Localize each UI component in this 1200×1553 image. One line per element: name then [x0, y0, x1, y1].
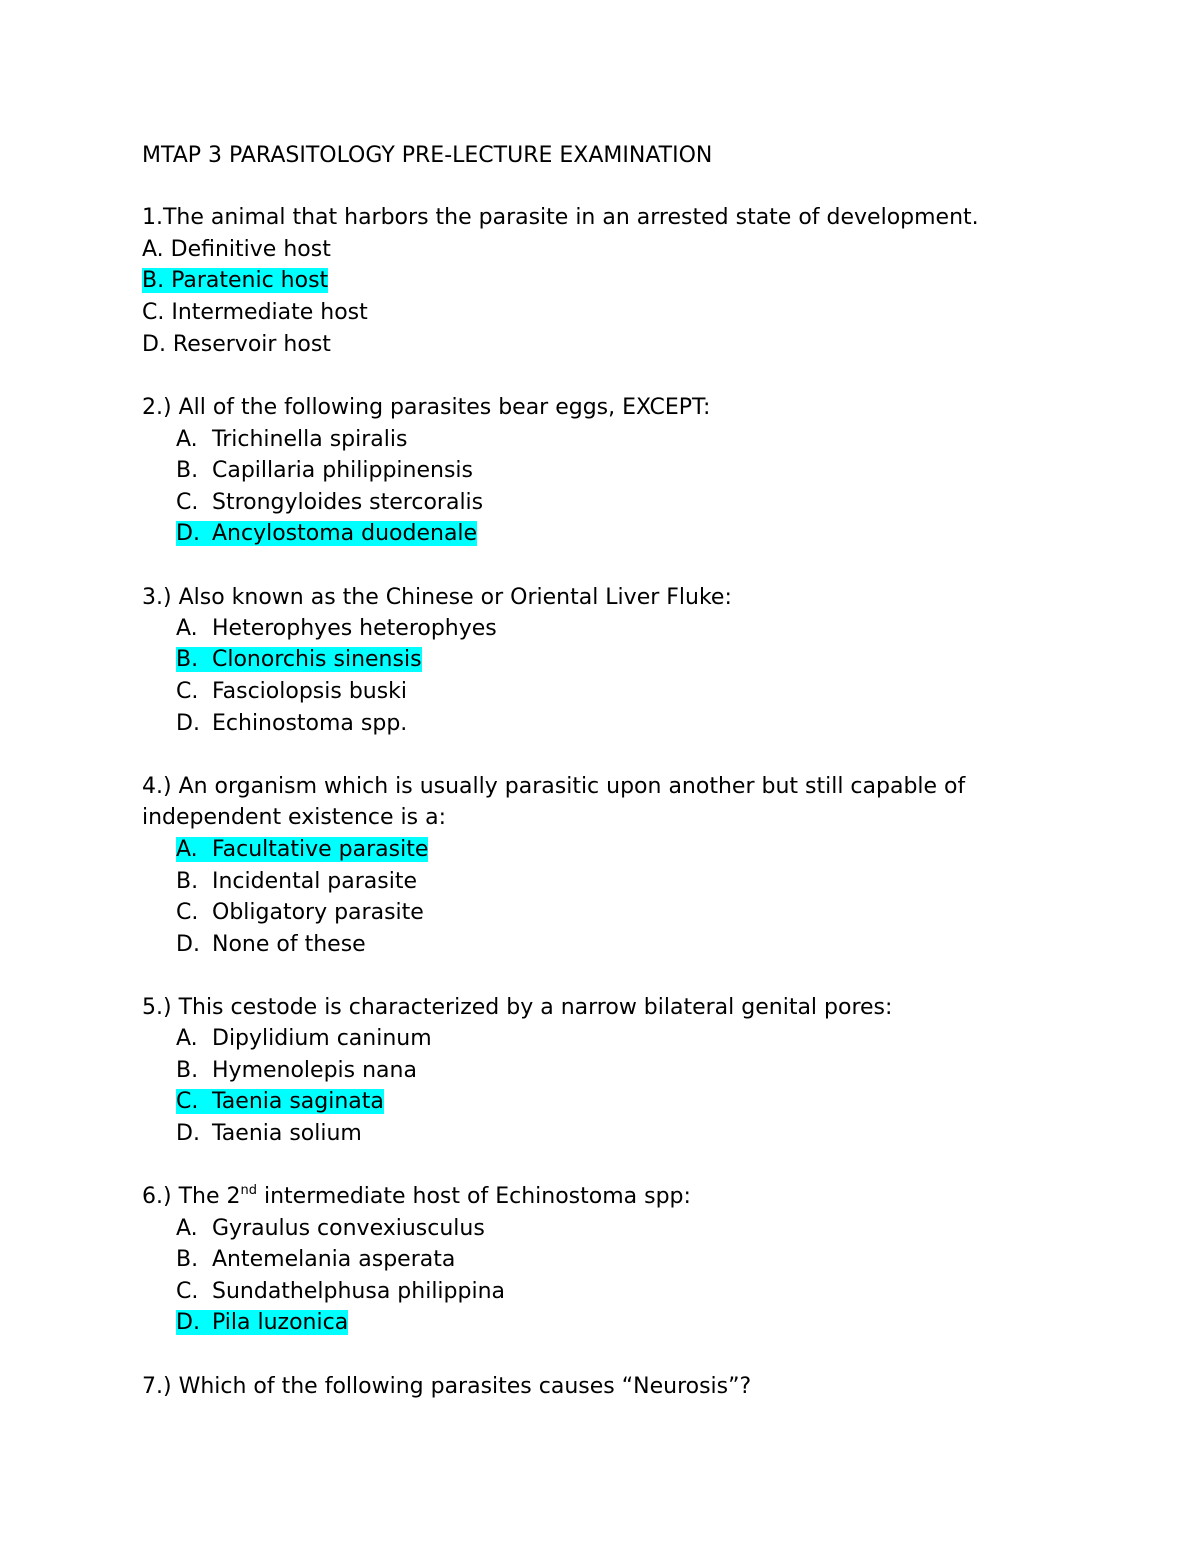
question-4-option-d [176, 932, 366, 958]
question-4-stem-line-2: independent existence is a: [142, 805, 446, 830]
question-6-option-d-answer [176, 1310, 348, 1336]
question-4-option-a-answer [176, 837, 428, 863]
option-letter: B. [176, 869, 199, 894]
option-text: Incidental parasite [212, 869, 418, 894]
option-text: Fasciolopsis buski [212, 679, 408, 704]
option-letter: A. [176, 1026, 198, 1051]
option-text: Ancylostoma duodenale [212, 521, 478, 546]
option-letter: A. [176, 616, 198, 641]
option-letter: C. [176, 490, 199, 515]
answer-highlight [176, 837, 428, 862]
option-letter: D. [176, 711, 200, 736]
question-3-option-c [176, 679, 407, 705]
question-1-option-a: A. Definitive host [142, 237, 331, 262]
question-6-option-a [176, 1216, 485, 1242]
option-letter: B. [176, 1247, 199, 1272]
option-text: Hymenolepis nana [212, 1058, 417, 1083]
option-text: None of these [212, 932, 366, 957]
option-letter: C. [176, 1089, 199, 1114]
option-letter: A. [176, 1216, 198, 1241]
option-text: Strongyloides stercoralis [212, 490, 484, 515]
stem-text: 6.) The 2 [142, 1184, 241, 1209]
question-6-option-c [176, 1279, 505, 1305]
option-text: Heterophyes heterophyes [212, 616, 497, 641]
option-text: Facultative parasite [212, 837, 429, 862]
question-6-stem [142, 1184, 691, 1210]
option-letter: D. [176, 1121, 200, 1146]
option-letter: D. [176, 521, 200, 546]
option-text: Taenia solium [212, 1121, 362, 1146]
document-title: MTAP 3 PARASITOLOGY PRE-LECTURE EXAMINATION [142, 143, 713, 168]
option-text: Clonorchis sinensis [212, 647, 422, 672]
option-letter: D. [176, 1310, 200, 1335]
option-letter: B. [176, 1058, 199, 1083]
option-letter: A. [176, 837, 198, 862]
option-text: Sundathelphusa philippina [212, 1279, 506, 1304]
question-2-option-b [176, 458, 473, 484]
question-2-stem: 2.) All of the following parasites bear eggs, EXCEPT: [142, 395, 711, 420]
option-text: Obligatory parasite [212, 900, 424, 925]
option-text: Taenia saginata [212, 1089, 384, 1114]
question-5-stem: 5.) This cestode is characterized by a narrow bilateral genital pores: [142, 995, 893, 1020]
question-3-stem: 3.) Also known as the Chinese or Oriental Liver Fluke: [142, 585, 732, 610]
question-3-option-b-answer [176, 647, 422, 673]
question-1-stem: 1.The animal that harbors the parasite in an arrested state of development. [142, 205, 979, 230]
question-3-option-a [176, 616, 497, 642]
option-letter: C. [176, 679, 199, 704]
question-2-option-c [176, 490, 483, 516]
question-2-option-a [176, 427, 407, 453]
question-2-option-d-answer [176, 521, 477, 547]
question-4-option-b [176, 869, 417, 895]
answer-highlight: B. Paratenic host [142, 268, 329, 293]
option-text: Antemelania asperata [212, 1247, 456, 1272]
option-letter: D. [176, 932, 200, 957]
ordinal-superscript: nd [240, 1183, 257, 1198]
question-6-option-b [176, 1247, 455, 1273]
option-letter: B. [176, 458, 199, 483]
question-1-option-c: C. Intermediate host [142, 300, 368, 325]
question-5-option-d [176, 1121, 362, 1147]
option-text: Dipylidium caninum [212, 1026, 432, 1051]
option-text: Pila luzonica [212, 1310, 349, 1335]
option-letter: B. [176, 647, 199, 672]
question-7-stem: 7.) Which of the following parasites causes “Neurosis”? [142, 1374, 752, 1399]
question-4-stem-line-1: 4.) An organism which is usually parasitic upon another but still capable of [142, 774, 966, 799]
option-text: Capillaria philippinensis [212, 458, 474, 483]
option-letter: C. [176, 1279, 199, 1304]
question-5-option-c-answer [176, 1089, 384, 1115]
question-1-option-b-answer [142, 268, 328, 294]
option-text: Gyraulus convexiusculus [212, 1216, 485, 1241]
option-text: Trichinella spiralis [212, 427, 408, 452]
question-3-option-d [176, 711, 407, 737]
stem-text: intermediate host of Echinostoma spp: [256, 1184, 691, 1209]
option-letter: A. [176, 427, 198, 452]
question-1-option-d: D. Reservoir host [142, 332, 331, 357]
question-5-option-a [176, 1026, 432, 1052]
answer-highlight [176, 1310, 348, 1335]
option-text: Echinostoma spp. [212, 711, 408, 736]
question-5-option-b [176, 1058, 417, 1084]
answer-highlight [176, 521, 477, 546]
answer-highlight [176, 1089, 384, 1114]
option-letter: C. [176, 900, 199, 925]
question-4-option-c [176, 900, 424, 926]
answer-highlight [176, 647, 422, 672]
